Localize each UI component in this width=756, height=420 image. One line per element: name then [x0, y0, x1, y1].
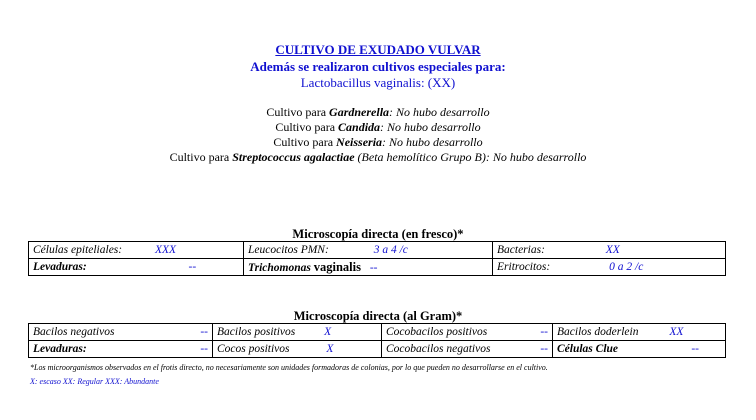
table-cell: Células epiteliales: XXX: [29, 242, 244, 259]
table-cell: Levaduras: --: [29, 341, 213, 358]
table-cell: Bacilos doderlein XX: [553, 324, 726, 341]
table-row: [29, 242, 726, 259]
culture-line-gardnerella: Cultivo para Gardnerella: No hubo desarrollo: [266, 105, 490, 119]
lactobacillus-line: Lactobacillus vaginalis: (XX): [300, 75, 456, 90]
table-cell: Eritrocitos: 0 a 2 /c: [493, 259, 726, 276]
footnote: *Los microorganismos observados en el frotis directo, no necesariamente son unidades formadoras de colonias, por lo que pueden no desarrollarse en el cultivo.: [30, 363, 548, 372]
table-cell: Bacilos negativos --: [29, 324, 213, 341]
table-cell: Células Clue --: [553, 341, 726, 358]
culture-line-neisseria: Cultivo para Neisseria: No hubo desarrollo: [273, 135, 483, 149]
gram-microscopy-table: [28, 323, 726, 358]
gram-microscopy-heading: Microscopía directa (al Gram)*: [293, 309, 463, 323]
table-cell: Trichomonas vaginalis --: [244, 259, 493, 276]
fresh-microscopy-table: [28, 241, 726, 276]
table-cell: Levaduras: --: [29, 259, 244, 276]
table-row: [29, 259, 726, 276]
table-row: [29, 341, 726, 358]
report-title: CULTIVO DE EXUDADO VULVAR: [275, 42, 481, 57]
culture-line-candida: Cultivo para Candida: No hubo desarrollo: [275, 120, 481, 134]
table-cell: Cocobacilos positivos --: [382, 324, 553, 341]
table-cell: Bacterias: XX: [493, 242, 726, 259]
table-cell: Cocobacilos negativos --: [382, 341, 553, 358]
fresh-microscopy-heading: Microscopía directa (en fresco)*: [292, 227, 464, 241]
table-cell: Bacilos positivos X: [213, 324, 382, 341]
special-cultures-subtitle: Además se realizaron cultivos especiales para:: [250, 59, 506, 74]
table-cell: Leucocitos PMN: 3 a 4 /c: [244, 242, 493, 259]
culture-line-streptococcus: Cultivo para Streptococcus agalactiae (Beta hemolítico Grupo B): No hubo desarrollo: [169, 150, 587, 164]
abundance-legend: X: escaso XX: Regular XXX: Abundante: [30, 377, 159, 386]
table-row: [29, 324, 726, 341]
table-cell: Cocos positivos X: [213, 341, 382, 358]
